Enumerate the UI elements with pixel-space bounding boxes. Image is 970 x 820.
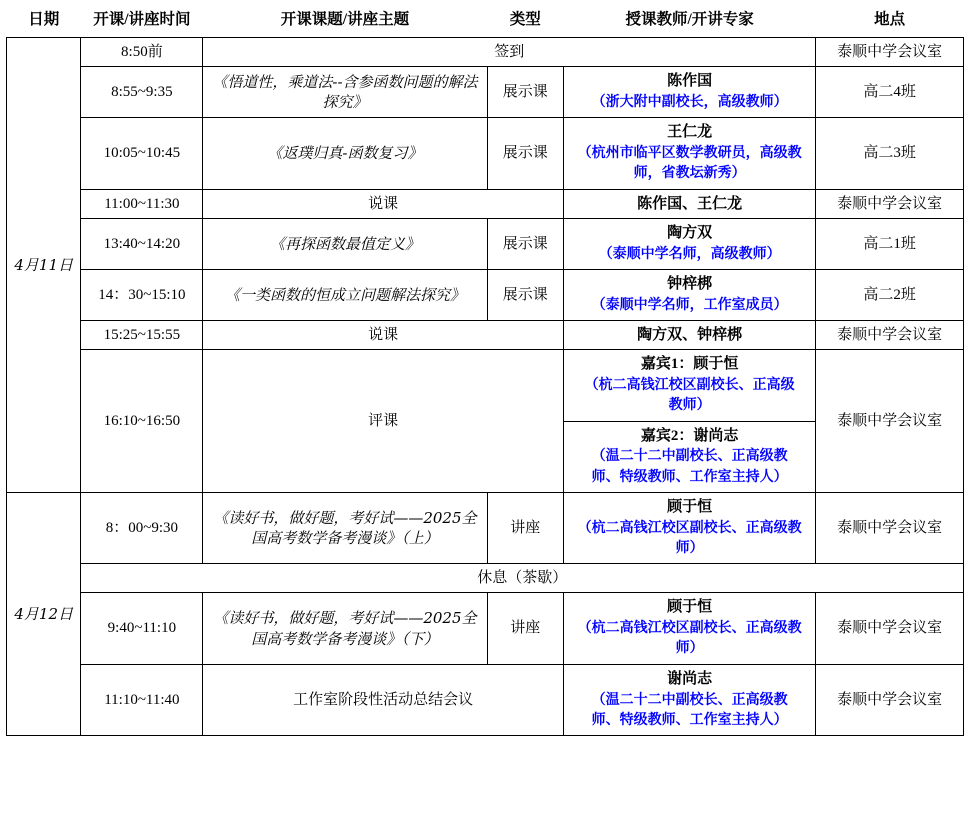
- cell-time: 11:00~11:30: [81, 189, 203, 218]
- teacher-name: 陈作国: [667, 73, 713, 90]
- table-row: [7, 67, 964, 118]
- teacher-name: 谢尚志: [667, 670, 713, 687]
- cell-place: 泰顺中学会议室: [816, 320, 964, 349]
- cell-time: 9:40~11:10: [81, 593, 203, 664]
- cell-place: 泰顺中学会议室: [816, 664, 964, 735]
- table-row: [7, 37, 964, 66]
- cell-guest-2: [564, 421, 816, 492]
- cell-type: 展示课: [487, 269, 563, 320]
- cell-time: 13:40~14:20: [81, 218, 203, 269]
- cell-place: 泰顺中学会议室: [816, 350, 964, 493]
- cell-topic: 《返璞归真-函数复习》: [203, 118, 487, 189]
- teacher-name: 顾于恒: [667, 599, 713, 616]
- table-row: [7, 664, 964, 735]
- header-place: 地点: [816, 4, 964, 37]
- cell-topic: 《读好书，做好题，考好试——2025全国高考数学备考漫谈》（下）: [203, 593, 487, 664]
- cell-teacher: 陶方双、钟梓梆: [564, 320, 816, 349]
- header-row: [7, 4, 964, 37]
- cell-place: 泰顺中学会议室: [816, 189, 964, 218]
- cell-time: 16:10~16:50: [81, 350, 203, 493]
- cell-topic: 《再探函数最值定义》: [203, 218, 487, 269]
- header-topic: 开课课题/讲座主题: [203, 4, 487, 37]
- header-teacher: 授课教师/开讲专家: [564, 4, 816, 37]
- cell-teacher: [564, 218, 816, 269]
- cell-topic: 《读好书，做好题，考好试——2025全国高考数学备考漫谈》（上）: [203, 492, 487, 563]
- cell-place: 泰顺中学会议室: [816, 593, 964, 664]
- cell-teacher: [564, 67, 816, 118]
- table-row: [7, 269, 964, 320]
- cell-teacher: [564, 593, 816, 664]
- teacher-affiliation: （杭州市临平区数学教研员，高级教师，省教坛新秀）: [577, 145, 802, 182]
- teacher-affiliation: （杭二高钱江校区副校长、正高级教师）: [577, 520, 802, 556]
- cell-merged-topic: 工作室阶段性活动总结会议: [203, 664, 564, 735]
- cell-teacher: [564, 269, 816, 320]
- cell-topic: 《悟道性，乘道法--含参函数问题的解法探究》: [203, 67, 487, 118]
- teacher-affiliation: （浙大附中副校长，高级教师）: [591, 94, 788, 110]
- cell-time: 8:50前: [81, 37, 203, 66]
- cell-time: 14：30~15:10: [81, 269, 203, 320]
- table-row: [7, 350, 964, 421]
- table-header: [7, 4, 964, 37]
- cell-guest-1: [564, 350, 816, 421]
- guest-2-affiliation: （温二十二中副校长、正高级教师、特级教师、工作室主持人）: [591, 449, 788, 485]
- table-row: [7, 189, 964, 218]
- cell-type: 展示课: [487, 218, 563, 269]
- cell-place: 泰顺中学会议室: [816, 492, 964, 563]
- teacher-name: 王仁龙: [667, 124, 713, 141]
- cell-time: 8：00~9:30: [81, 492, 203, 563]
- table-row: [7, 564, 964, 593]
- cell-type: 展示课: [487, 118, 563, 189]
- guest-1-affiliation: （杭二高钱江校区副校长、正高级教师）: [584, 377, 795, 414]
- header-time: 开课/讲座时间: [81, 4, 203, 37]
- teacher-affiliation: （温二十二中副校长、正高级教师、特级教师、工作室主持人）: [591, 692, 788, 728]
- table-row: [7, 118, 964, 189]
- cell-teacher: [564, 118, 816, 189]
- table-row: [7, 320, 964, 349]
- header-type: 类型: [487, 4, 563, 37]
- cell-topic: 《一类函数的恒成立问题解法探究》: [203, 269, 487, 320]
- cell-type: 讲座: [487, 492, 563, 563]
- teacher-affiliation: （泰顺中学名师，高级教师）: [598, 246, 781, 262]
- teacher-affiliation: （泰顺中学名师，工作室成员）: [591, 297, 788, 313]
- cell-teacher: 陈作国、王仁龙: [564, 189, 816, 218]
- cell-place: 高二1班: [816, 218, 964, 269]
- cell-type: 展示课: [487, 67, 563, 118]
- cell-time: 11:10~11:40: [81, 664, 203, 735]
- cell-teacher: [564, 492, 816, 563]
- cell-time: 10:05~10:45: [81, 118, 203, 189]
- table-row: [7, 218, 964, 269]
- cell-merged-topic: 评课: [203, 350, 564, 493]
- cell-place: 高二2班: [816, 269, 964, 320]
- cell-merged-topic: 说课: [203, 320, 564, 349]
- cell-break: 休息（茶歇）: [81, 564, 964, 593]
- teacher-name: 顾于恒: [667, 498, 713, 515]
- table-row: [7, 593, 964, 664]
- cell-merged-topic: 签到: [203, 37, 816, 66]
- cell-date-day2: 4月12日: [7, 492, 81, 735]
- guest-2-name: 嘉宾2：谢尚志: [640, 427, 739, 444]
- cell-time: 8:55~9:35: [81, 67, 203, 118]
- schedule-table: [6, 4, 964, 736]
- cell-date-day1: 4月11日: [7, 37, 81, 492]
- teacher-affiliation: （杭二高钱江校区副校长、正高级教师）: [577, 621, 802, 657]
- cell-time: 15:25~15:55: [81, 320, 203, 349]
- teacher-name: 陶方双: [667, 224, 713, 241]
- cell-place: 泰顺中学会议室: [816, 37, 964, 66]
- cell-merged-topic: 说课: [203, 189, 564, 218]
- cell-type: 讲座: [487, 593, 563, 664]
- cell-teacher: [564, 664, 816, 735]
- header-date: 日期: [7, 4, 81, 37]
- teacher-name: 钟梓梆: [667, 275, 713, 292]
- cell-place: 高二4班: [816, 67, 964, 118]
- cell-place: 高二3班: [816, 118, 964, 189]
- table-body: [7, 37, 964, 735]
- table-row: [7, 492, 964, 563]
- guest-1-name: 嘉宾1：顾于恒: [640, 356, 739, 373]
